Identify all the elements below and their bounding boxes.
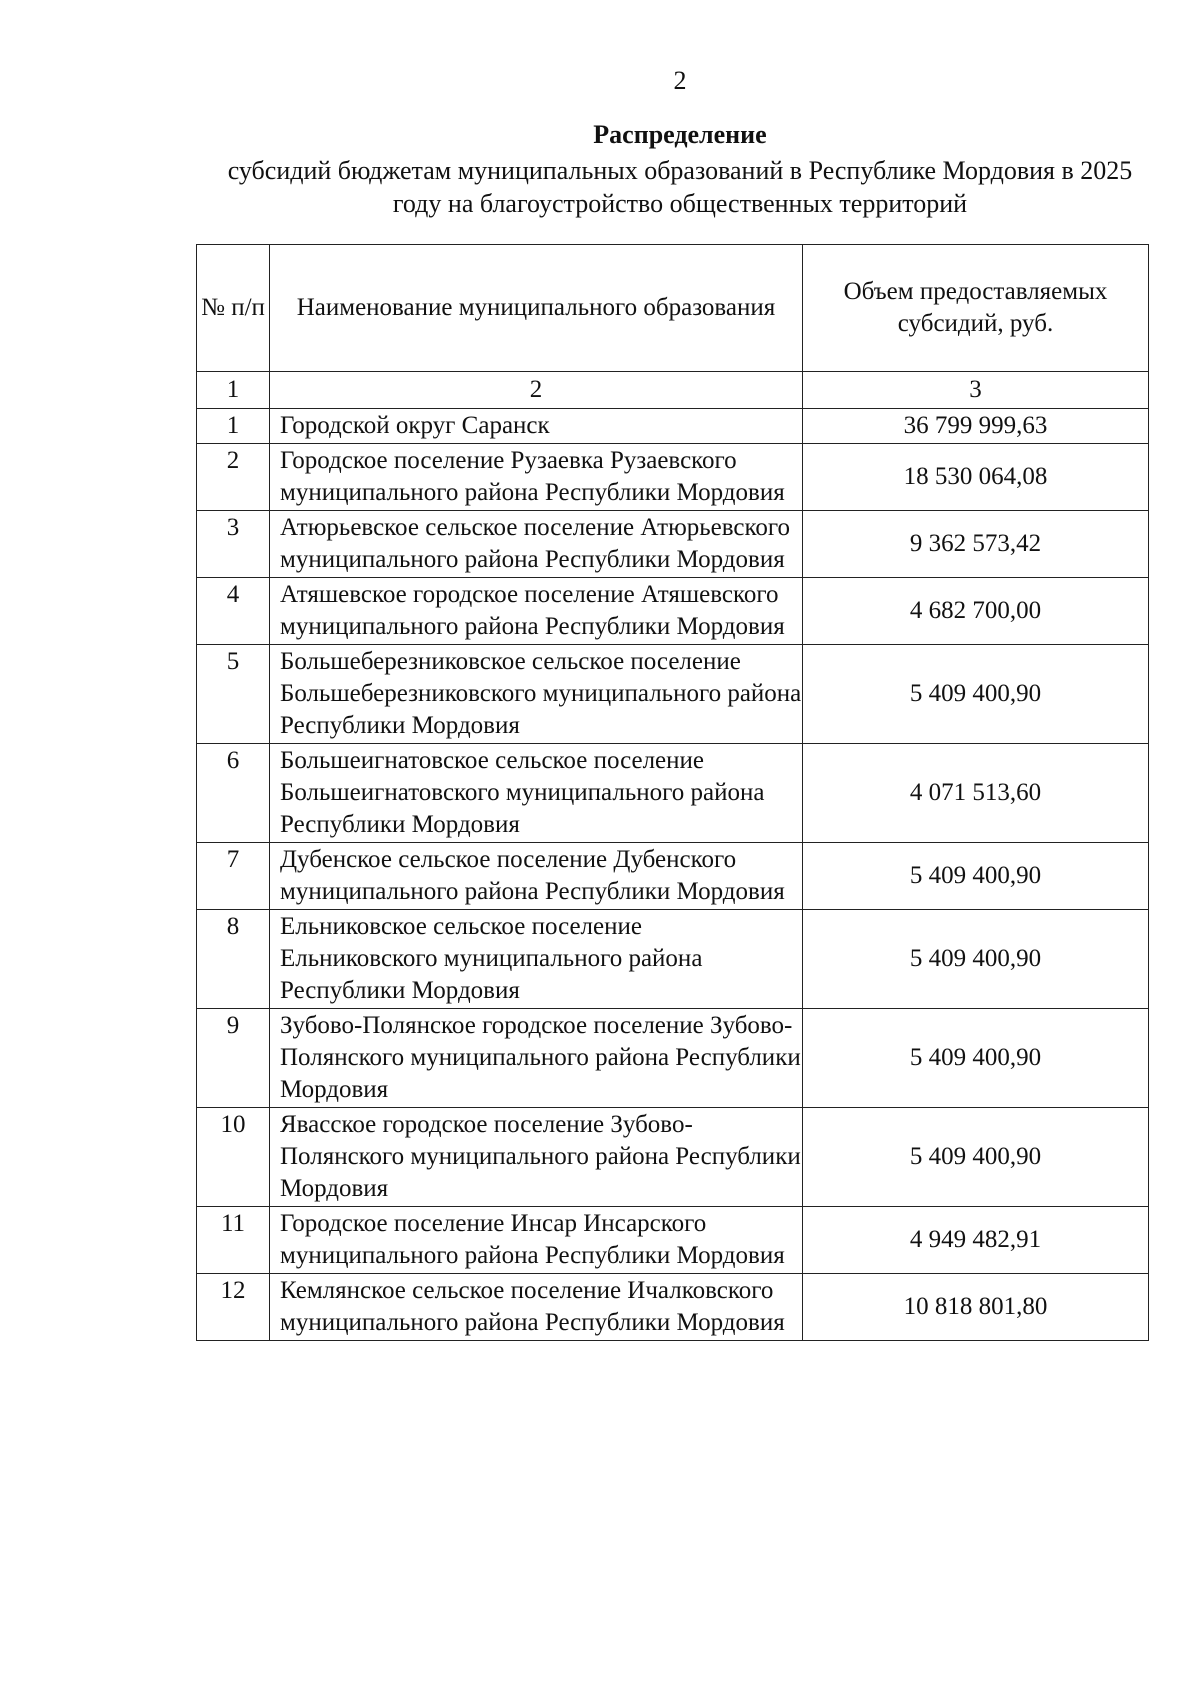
- column-index-row: [197, 372, 1149, 409]
- row-municipality-name: Атяшевское городское поселение Атяшевского муниципального района Республики Мордовия: [270, 578, 803, 645]
- row-number: 11: [197, 1207, 270, 1274]
- row-municipality-name: Явасское городское поселение Зубово-Полянского муниципального района Республики Мордовия: [270, 1108, 803, 1207]
- table-header-row: [197, 245, 1149, 372]
- row-number: 10: [197, 1108, 270, 1207]
- header-amount: Объем предоставляемых субсидий, руб.: [803, 245, 1149, 372]
- table-row: [197, 409, 1149, 444]
- row-municipality-name: Большеигнатовское сельское поселение Большеигнатовского муниципального района Республики Мордовия: [270, 744, 803, 843]
- row-amount: 18 530 064,08: [803, 444, 1149, 511]
- subsidy-table: [196, 244, 1149, 1341]
- table-row: [197, 1207, 1149, 1274]
- row-amount: 36 799 999,63: [803, 409, 1149, 444]
- header-name: Наименование муниципального образования: [270, 245, 803, 372]
- row-municipality-name: Городское поселение Рузаевка Рузаевского муниципального района Республики Мордовия: [270, 444, 803, 511]
- table-row: [197, 645, 1149, 744]
- row-number: 9: [197, 1009, 270, 1108]
- row-municipality-name: Городской округ Саранск: [270, 409, 803, 444]
- row-number: 3: [197, 511, 270, 578]
- row-number: 5: [197, 645, 270, 744]
- table-row: [197, 1009, 1149, 1108]
- header-number: № п/п: [197, 245, 270, 372]
- row-amount: 5 409 400,90: [803, 1108, 1149, 1207]
- document-title: Распределение: [593, 120, 767, 149]
- row-municipality-name: Городское поселение Инсар Инсарского муниципального района Республики Мордовия: [270, 1207, 803, 1274]
- row-municipality-name: Дубенское сельское поселение Дубенского муниципального района Республики Мордовия: [270, 843, 803, 910]
- table-row: [197, 1108, 1149, 1207]
- row-amount: 4 682 700,00: [803, 578, 1149, 645]
- row-number: 12: [197, 1274, 270, 1341]
- row-municipality-name: Атюрьевское сельское поселение Атюрьевского муниципального района Республики Мордовия: [270, 511, 803, 578]
- column-index-2: 2: [270, 372, 803, 409]
- table-row: [197, 578, 1149, 645]
- row-number: 6: [197, 744, 270, 843]
- column-index-1: 1: [197, 372, 270, 409]
- row-municipality-name: Большеберезниковское сельское поселение Большеберезниковского муниципального района Республики Мордовия: [270, 645, 803, 744]
- document-subtitle: субсидий бюджетам муниципальных образований в Республике Мордовия в 2025 году на благоустройство общественных территорий: [227, 156, 1133, 218]
- row-amount: 4 949 482,91: [803, 1207, 1149, 1274]
- table-row: [197, 444, 1149, 511]
- column-index-3: 3: [803, 372, 1149, 409]
- row-amount: 4 071 513,60: [803, 744, 1149, 843]
- row-amount: 5 409 400,90: [803, 843, 1149, 910]
- row-number: 4: [197, 578, 270, 645]
- page-number: 2: [673, 66, 687, 95]
- table-row: [197, 511, 1149, 578]
- row-amount: 5 409 400,90: [803, 910, 1149, 1009]
- table-row: [197, 843, 1149, 910]
- table-row: [197, 744, 1149, 843]
- row-amount: 10 818 801,80: [803, 1274, 1149, 1341]
- row-amount: 9 362 573,42: [803, 511, 1149, 578]
- row-number: 7: [197, 843, 270, 910]
- row-number: 1: [197, 409, 270, 444]
- row-number: 8: [197, 910, 270, 1009]
- table-row: [197, 910, 1149, 1009]
- row-municipality-name: Зубово-Полянское городское поселение Зубово-Полянского муниципального района Республики Мордовия: [270, 1009, 803, 1108]
- row-amount: 5 409 400,90: [803, 1009, 1149, 1108]
- row-municipality-name: Кемлянское сельское поселение Ичалковского муниципального района Республики Мордовия: [270, 1274, 803, 1341]
- row-municipality-name: Ельниковское сельское поселение Ельниковского муниципального района Республики Мордовия: [270, 910, 803, 1009]
- row-number: 2: [197, 444, 270, 511]
- table-row: [197, 1274, 1149, 1341]
- row-amount: 5 409 400,90: [803, 645, 1149, 744]
